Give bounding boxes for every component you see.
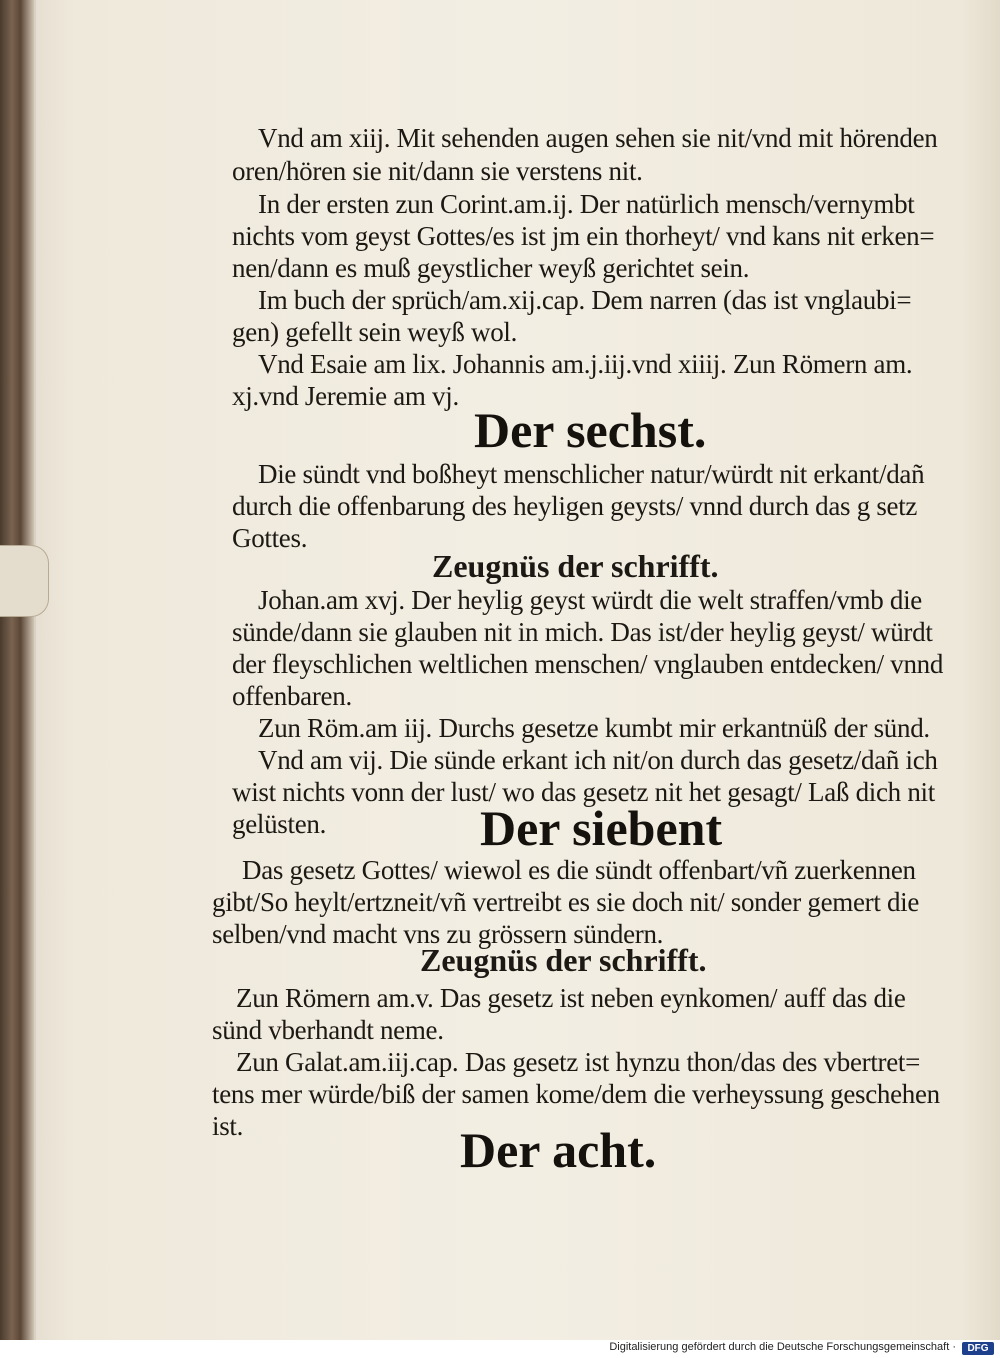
section-heading: Der siebent xyxy=(480,800,723,856)
footer-credit: Digitalisierung gefördert durch die Deutsche Forschungsgemeinschaft · xyxy=(609,1341,956,1353)
section-heading: Der acht. xyxy=(460,1122,657,1178)
book-clasp xyxy=(0,545,49,617)
section-subheading: Zeugnüs der schrifft. xyxy=(432,548,719,584)
footer-bar xyxy=(0,1340,1000,1358)
book-spine xyxy=(0,0,34,1340)
dfg-logo-icon: DFG xyxy=(962,1342,994,1355)
page-sheet: Vnd am xiij. Mit sehenden augen sehen sie nit/vnd mit hörenden oren/hören sie nit/dann sie verstens nit. In der ersten zun Corint.am.ij. Der natürlich mensch/vernymbt nichts vom geyst Gottes/es ist jm ein thorheyt/ vnd kans nit erken= nen/dann es muß geystlicher weyß gerichtet sein. Im buch der sprüch/am.xij.cap. Dem narren (das ist vnglaubi= gen) gefellt sein weyß wol. Vnd Esaie am lix. Johannis am.j.iij.vnd xiiij. Zun Römern am. xj.vnd Jeremie am vj. Der sechst. Die sündt vnd boßheyt menschlicher natur/würdt nit erkant/dañ durch die offenbarung des heyligen geysts/ vnnd durch das g setz Gottes. Zeugnüs der schrifft. Johan.am xvj. Der heylig geyst würdt die welt straffen/vmb die sünde/dann sie glauben nit in mich. Das ist/der heylig geyst/ würdt der fleyschlichen weltlichen menschen/ vnglauben entdecken/ vnnd offenbaren. Zun Röm.am iij. Durchs gesetze kumbt mir erkantnüß der sünd. Vnd am vij. Die sünde erkant ich nit/on durch das gesetz/dañ ich wist nichts vonn der lust/ wo das gesetz nit het gesagt/ Laß dich nit gelüsten. Der siebent Das gesetz Gottes/ wiewol es die sündt offenbart/vñ zuerkennen gibt/So heylt/ertzneit/vñ vertreibt es sie doch nit/ sonder gemert die selben/vnd macht vns zu grössern sündern. Zeugnüs der schrifft. Zun Römern am.v. Das gesetz ist neben eynkomen/ auff das die sünd vberhandt neme. Zun Galat.am.iij.cap. Das gesetz ist hynzu thon/das des vbertret= tens mer würde/biß der samen kome/dem die verheyssung geschehen ist. Der acht. xyxy=(36,0,1000,1340)
section-subheading: Zeugnüs der schrifft. xyxy=(420,942,707,978)
section-heading: Der sechst. xyxy=(474,402,707,458)
